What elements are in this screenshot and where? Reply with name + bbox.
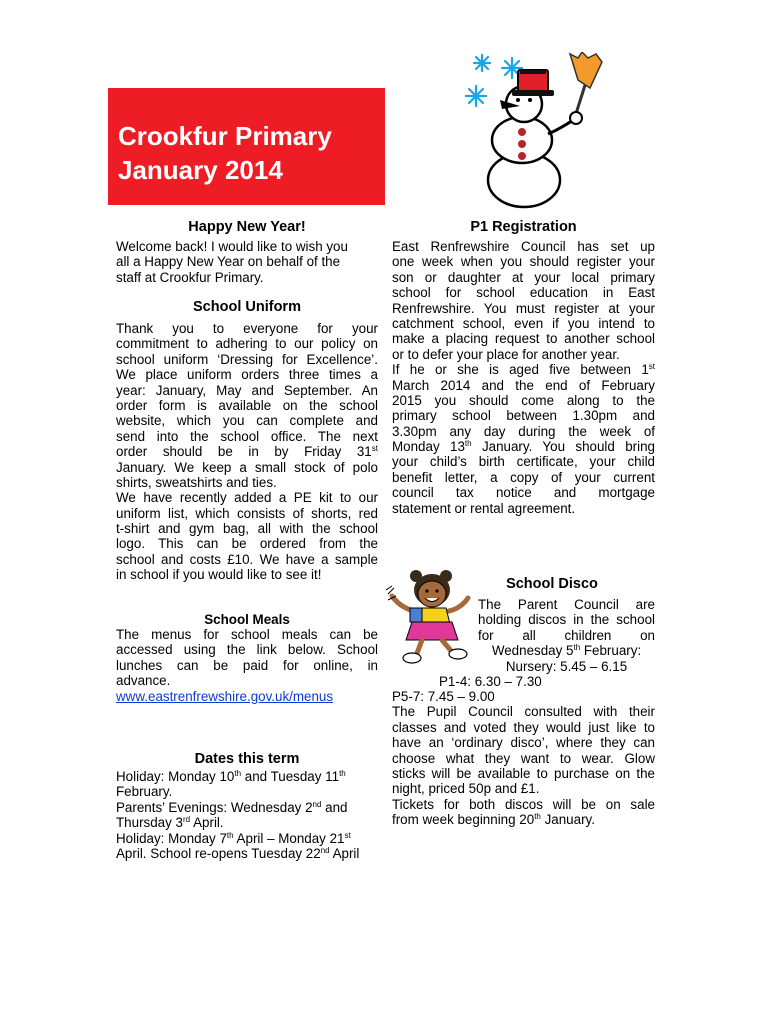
text-line: your child’s birth certificate, your child: [392, 454, 655, 470]
disco-time-p1-4: P1-4: 6.30 – 7.30: [439, 674, 542, 689]
text-line: P5-7: 7.45 – 9.00: [392, 689, 495, 704]
text-line: 3.30pm any day during the week of: [392, 423, 655, 439]
text-line: [116, 689, 378, 704]
text-line: lunches can be paid for online, in: [116, 657, 378, 673]
snowflake-icon: [474, 55, 490, 71]
text-line: April. School re-opens Tuesday 22nd April: [116, 845, 360, 861]
dates-heading: Dates this term: [194, 751, 300, 767]
text-line: Thank you to everyone for your: [116, 321, 378, 336]
school-disco-intro: [478, 597, 655, 674]
happy-new-year-text: [116, 239, 378, 285]
text-line: school and costs £10. We have a sample: [116, 551, 378, 567]
text-line: Monday 13th January. You should bring: [392, 439, 655, 455]
text-line: Holiday: Monday 7th April – Monday 21st: [116, 830, 351, 846]
text-line: classes and voted they would just like to: [392, 719, 655, 735]
snowman-clipart: [462, 52, 612, 210]
text-line: logo. This can be ordered from the: [116, 536, 378, 552]
text-line: have an ‘ordinary disco’, where they can: [392, 735, 655, 751]
text-line: We place uniform orders three times a: [116, 367, 378, 383]
dates-text: [116, 769, 386, 861]
text-line: sticks will be available to purchase on the: [392, 765, 655, 781]
text-line: choose what they want to wear. Glow: [392, 750, 655, 766]
text-line: son or daughter at your local primary: [392, 269, 655, 285]
text-line: commitment to adhering to our policy on: [116, 336, 378, 352]
school-disco-heading: School Disco: [506, 576, 598, 592]
text-line: holding discos in the school: [478, 612, 655, 628]
text-line: Welcome back! I would like to wish you: [116, 239, 348, 254]
text-line: t-shirt and gym bag, all with the school: [116, 521, 378, 537]
text-line: January. We keep a small stock of polo: [116, 459, 378, 475]
text-line: send into the school office. The next: [116, 428, 378, 444]
school-meals-heading: School Meals: [204, 612, 290, 627]
text-line: Parents’ Evenings: Wednesday 2nd and: [116, 799, 348, 815]
text-line: year: January, May and September. An: [116, 382, 378, 398]
text-line: one week when you should register your: [392, 254, 655, 270]
text-line: East Renfrewshire Council has set up: [392, 239, 655, 254]
newsletter-title: Crookfur Primary: [118, 121, 332, 151]
text-line: statement or rental agreement.: [392, 500, 576, 516]
text-line: primary school between 1.30pm and: [392, 408, 655, 424]
text-line: Wednesday 5th February:: [491, 643, 642, 659]
text-line: for all children on: [478, 627, 655, 643]
text-line: shirts, sweatshirts and ties.: [116, 474, 277, 490]
text-line: staff at Crookfur Primary.: [116, 269, 264, 285]
text-line: council tax notice and mortgage: [392, 485, 655, 501]
text-line: February.: [116, 784, 173, 800]
newsletter-date: January 2014: [118, 155, 283, 185]
menus-link[interactable]: www.eastrenfrewshire.gov.uk/menus: [116, 688, 334, 704]
text-line: order should be in by Friday 31st: [116, 444, 378, 460]
school-meals-text: [116, 627, 378, 704]
text-line: make a placing request to another school: [392, 331, 655, 347]
text-line: school uniform ‘Dressing for Excellence’.: [116, 351, 378, 367]
school-uniform-heading: School Uniform: [193, 299, 301, 315]
text-line: The Parent Council are: [478, 597, 655, 612]
text-line: from week beginning 20th January.: [392, 812, 595, 828]
text-line: We have recently added a PE kit to our: [116, 490, 378, 506]
text-line: The Pupil Council consulted with their: [392, 704, 655, 720]
text-line: night, priced 50p and £1.: [392, 781, 540, 797]
text-line: all a Happy New Year on behalf of the: [116, 254, 341, 270]
dancing-girl-clipart: [386, 566, 478, 666]
text-line: school for school education in East: [392, 285, 655, 301]
text-line: If he or she is aged five between 1st: [392, 362, 655, 378]
text-line: website, which you can complete and: [116, 413, 378, 429]
text-line: benefit letter, a copy of your current: [392, 469, 655, 485]
text-line: catchment school, even if you intend to: [392, 315, 655, 331]
title-banner: [108, 88, 385, 205]
happy-new-year-heading: Happy New Year!: [188, 219, 306, 235]
school-disco-text: [392, 689, 655, 828]
text-line: advance.: [116, 673, 171, 689]
text-line: Renfrewshire. You must register at your: [392, 300, 655, 316]
text-line: in school if you would like to see it!: [116, 567, 322, 583]
text-line: The menus for school meals can be: [116, 627, 378, 642]
school-uniform-text: [116, 321, 378, 583]
p1-registration-heading: P1 Registration: [470, 219, 577, 235]
text-line: March 2014 and the end of February: [392, 377, 655, 393]
text-line: Thursday 3rd April.: [116, 815, 224, 831]
text-line: or to defer your place for another year.: [392, 346, 620, 362]
snowflake-icon: [466, 86, 486, 106]
text-line: Holiday: Monday 10th and Tuesday 11th: [116, 769, 346, 784]
text-line: 2015 you should come along to the: [392, 392, 655, 408]
text-line: order form is available on the school: [116, 397, 378, 413]
text-line: accessed using the link below. School: [116, 642, 378, 658]
text-line: Nursery: 5.45 – 6.15: [505, 658, 628, 674]
p1-registration-text: [392, 239, 655, 516]
text-line: Tickets for both discos will be on sale: [392, 796, 655, 812]
text-line: uniform list, which consists of shorts, red: [116, 505, 378, 521]
